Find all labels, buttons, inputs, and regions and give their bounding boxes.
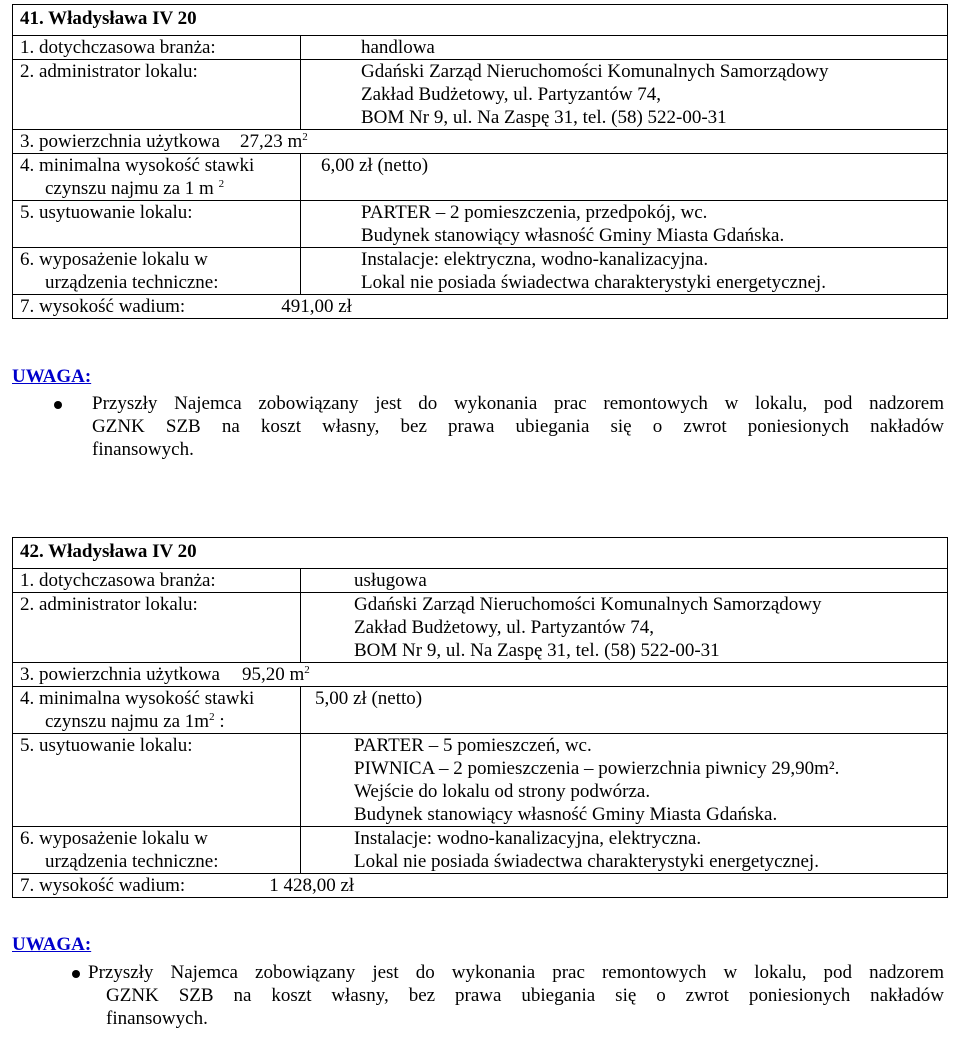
table-row [13, 687, 948, 734]
value-text: handlowa [361, 37, 435, 58]
label-text: 7. wysokość wadium: [20, 875, 186, 896]
table-row [13, 734, 948, 827]
row-label [13, 593, 301, 663]
listing-header-row [13, 538, 948, 569]
label-text: 1. dotychczasowa branża: [20, 570, 216, 591]
label-text: urządzenia techniczne: [45, 851, 219, 872]
row-label [13, 154, 301, 201]
superscript: 2 [304, 664, 310, 676]
label-text-cont [20, 710, 300, 733]
row-value [301, 248, 948, 295]
note-line: finansowych. [92, 439, 194, 460]
listing-table-41 [12, 4, 948, 319]
row-label [13, 663, 948, 687]
row-label [13, 687, 301, 734]
label-text: 4. minimalna wysokość stawki [20, 688, 255, 709]
value-text: Lokal nie posiada świadectwa charakterystyki energetycznej. [361, 272, 826, 293]
label-text: 2. administrator lokalu: [20, 594, 198, 615]
value-text: Instalacje: wodno-kanalizacyjna, elektryczna. [354, 828, 702, 849]
value-text: Gdański Zarząd Nieruchomości Komunalnych Samorządowy [354, 594, 822, 615]
row-value [301, 36, 948, 60]
value-text: Zakład Budżetowy, ul. Partyzantów 74, [361, 84, 662, 105]
table-row [13, 60, 948, 130]
note-line: GZNK SZB na koszt własny, bez prawa ubiegania się o zwrot poniesionych nakładów [106, 985, 944, 1006]
label-text: czynszu najmu za 1 m [45, 178, 214, 199]
value-text: 491,00 zł [281, 296, 352, 317]
label-text-cont [20, 177, 300, 200]
value-text: Wejście do lokalu od strony podwórza. [354, 781, 651, 802]
table-row [13, 827, 948, 874]
label-text: czynszu najmu za 1m [45, 711, 210, 732]
row-value [301, 734, 948, 827]
row-label [13, 734, 301, 827]
note-line: GZNK SZB na koszt własny, bez prawa ubiegania się o zwrot poniesionych nakładów [92, 416, 944, 437]
row-label [13, 569, 301, 593]
listing-header-row [13, 5, 948, 36]
value-text: 5,00 zł (netto) [315, 688, 423, 709]
note-text [92, 392, 944, 461]
label-text: 3. powierzchnia użytkowa [20, 131, 220, 152]
note-line: Przyszły Najemca zobowiązany jest do wykonania prac remontowych w lokalu, pod nadzorem [92, 393, 944, 414]
row-value [301, 154, 948, 201]
row-value [301, 60, 948, 130]
value-text: PARTER – 5 pomieszczeń, wc. [354, 735, 592, 756]
note-text [88, 961, 944, 1030]
value-text: Gdański Zarząd Nieruchomości Komunalnych Samorządowy [361, 61, 829, 82]
row-value [301, 593, 948, 663]
label-text: 5. usytuowanie lokalu: [20, 735, 193, 756]
row-label [13, 874, 948, 898]
row-value [301, 569, 948, 593]
table-row [13, 130, 948, 154]
value-text: PIWNICA – 2 pomieszczenia – powierzchnia piwnicy 29,90m². [354, 758, 840, 779]
note-line: finansowych. [106, 1008, 208, 1029]
value-text: BOM Nr 9, ul. Na Zaspę 31, tel. (58) 522-00-31 [361, 107, 727, 128]
row-value [301, 687, 948, 734]
table-row [13, 295, 948, 319]
label-text: 6. wyposażenie lokalu w [20, 249, 208, 270]
table-row [13, 154, 948, 201]
note-title: UWAGA: [12, 934, 92, 955]
value-text: PARTER – 2 pomieszczenia, przedpokój, wc. [361, 202, 708, 223]
bullet-icon [72, 970, 80, 978]
value-text: usługowa [354, 570, 427, 591]
note-line: Przyszły Najemca zobowiązany jest do wykonania prac remontowych w lokalu, pod nadzorem [88, 962, 944, 983]
row-label [13, 130, 948, 154]
value-text: 6,00 zł (netto) [321, 155, 429, 176]
superscript: 2 [302, 131, 308, 143]
row-label [13, 295, 948, 319]
value-text: Zakład Budżetowy, ul. Partyzantów 74, [354, 617, 655, 638]
table-row [13, 248, 948, 295]
value-text: 95,20 m [241, 664, 305, 685]
label-text: 4. minimalna wysokość stawki [20, 155, 255, 176]
value-text: Budynek stanowiący własność Gminy Miasta Gdańska. [361, 225, 785, 246]
value-text: 1 428,00 zł [269, 875, 355, 896]
table-row [13, 593, 948, 663]
row-label [13, 60, 301, 130]
label-text: 5. usytuowanie lokalu: [20, 202, 193, 223]
table-row [13, 874, 948, 898]
table-row [13, 36, 948, 60]
value-text: 27,23 m [239, 131, 303, 152]
table-row [13, 201, 948, 248]
label-text: urządzenia techniczne: [45, 272, 219, 293]
label-text: 3. powierzchnia użytkowa [20, 664, 220, 685]
superscript: 2 [209, 711, 215, 723]
row-label [13, 201, 301, 248]
value-text: Instalacje: elektryczna, wodno-kanalizacyjna. [361, 249, 709, 270]
row-value [301, 827, 948, 874]
label-text: : [214, 711, 225, 732]
value-text: BOM Nr 9, ul. Na Zaspę 31, tel. (58) 522-00-31 [354, 640, 720, 661]
value-text: Lokal nie posiada świadectwa charakterystyki energetycznej. [354, 851, 819, 872]
bullet-icon [54, 401, 62, 409]
label-text: 2. administrator lokalu: [20, 61, 198, 82]
label-text: 1. dotychczasowa branża: [20, 37, 216, 58]
row-label [13, 248, 301, 295]
listing-header: 41. Władysława IV 20 [13, 5, 948, 36]
listing-header: 42. Władysława IV 20 [13, 538, 948, 569]
superscript: 2 [218, 178, 225, 190]
label-text: 6. wyposażenie lokalu w [20, 828, 208, 849]
listing-table-42 [12, 537, 948, 898]
table-row [13, 663, 948, 687]
note-title: UWAGA: [12, 366, 92, 387]
value-text: Budynek stanowiący własność Gminy Miasta Gdańska. [354, 804, 778, 825]
table-row [13, 569, 948, 593]
row-label [13, 36, 301, 60]
row-value [301, 201, 948, 248]
label-text: 7. wysokość wadium: [20, 296, 186, 317]
row-label [13, 827, 301, 874]
